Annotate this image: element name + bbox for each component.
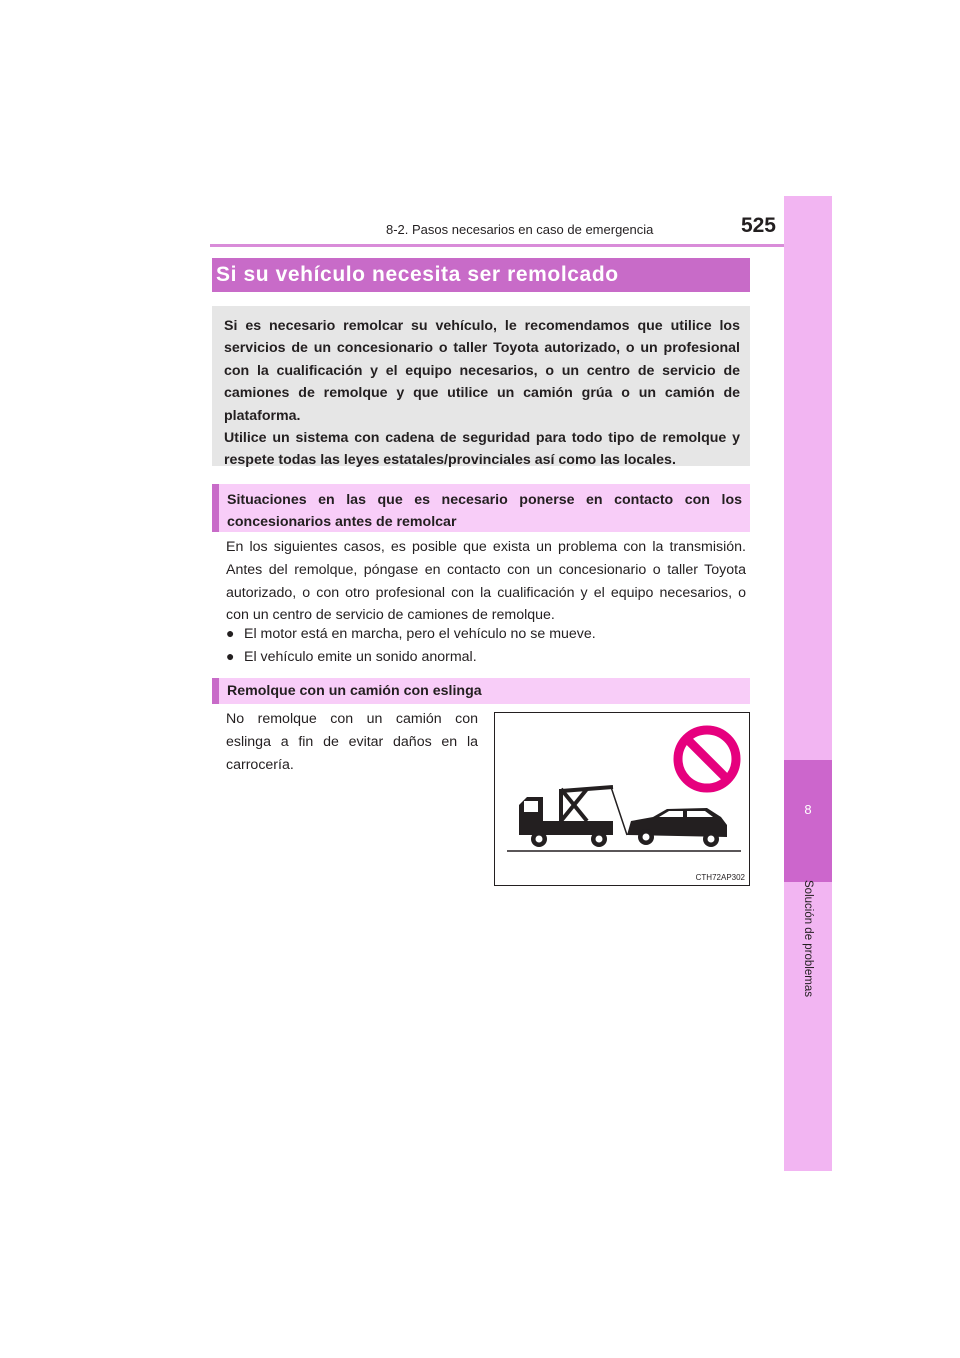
bullet-icon: ● — [226, 625, 235, 641]
intro-paragraph: Utilice un sistema con cadena de seguridad para todo tipo de remolque y respete todas las leyes estatales/provinciales así como las locales. — [224, 430, 740, 469]
list-item-text: El motor está en marcha, pero el vehículo no se mueve. — [244, 626, 596, 642]
chapter-title: Solución de problemas — [802, 880, 814, 997]
intro-paragraph: Si es necesario remolcar su vehículo, le recomendamos que utilice los servicios de un concesionario o taller Toyota autorizado, o un profesional con la cualificación y el equipo necesarios, o un centro de servicio de camiones de remolque y que utilice un camión grúa o un camión de plataforma. — [224, 318, 740, 424]
list-item — [226, 645, 746, 668]
list-item-text: El vehículo emite un sonido anormal. — [244, 649, 477, 665]
chapter-side-tab — [784, 196, 832, 1171]
sling-tow-truck-icon — [495, 713, 749, 885]
section-body: En los siguientes casos, es posible que exista un problema con la transmisión. Antes del remolque, póngase en contacto con un concesionario o taller Toyota autorizado, o con otro profesional con la cualificación y el equipo necesarios, o con un centro de servicio de camiones de remolque. — [226, 539, 746, 624]
section-breadcrumb: 8-2. Pasos necesarios en caso de emergencia — [386, 222, 654, 237]
chapter-number: 8 — [804, 802, 812, 817]
header-divider — [210, 244, 832, 247]
prohibition-icon — [678, 730, 736, 788]
tow-truck-illustration — [494, 712, 750, 886]
illustration-code: CTH72AP302 — [695, 873, 745, 882]
section-heading: Situaciones en las que es necesario ponerse en contacto con los concesionarios antes de remolcar — [212, 484, 750, 532]
section-heading: Remolque con un camión con eslinga — [212, 678, 750, 704]
bullet-icon: ● — [226, 648, 235, 664]
section-body: No remolque con un camión con eslinga a fin de evitar daños en la carrocería. — [226, 711, 478, 773]
chapter-number-tab — [784, 760, 832, 882]
intro-box — [212, 306, 750, 469]
page-number: 525 — [740, 214, 776, 237]
page-title: Si su vehículo necesita ser remolcado — [212, 258, 750, 292]
list-item — [226, 622, 746, 645]
